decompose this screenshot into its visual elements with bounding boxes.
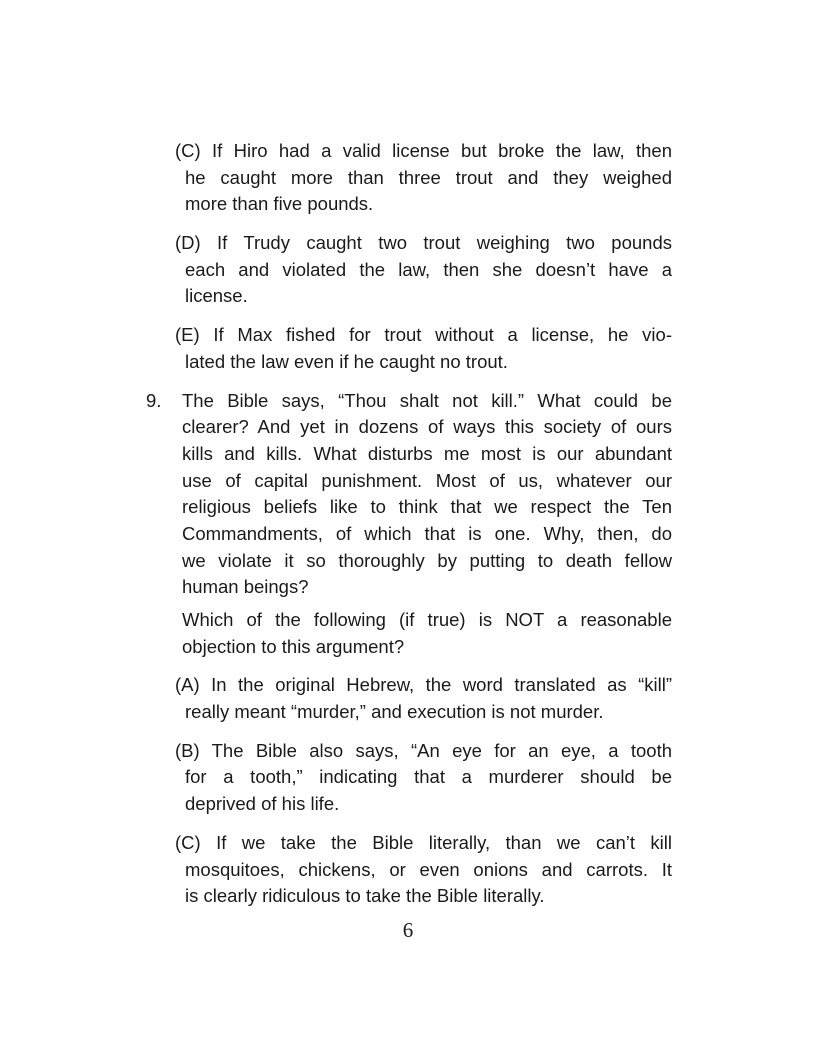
text-line: clearer? And yet in dozens of ways this society of ours [182, 416, 672, 438]
page-number: 6 [402, 918, 414, 942]
text-line: religious beliefs like to think that we respect the Ten [182, 496, 672, 518]
text-line: (A) In the original Hebrew, the word translated as “kill” [175, 674, 672, 696]
answer-option-b-q9 [175, 738, 672, 818]
text-line: lated the law even if he caught no trout. [185, 350, 508, 372]
text-line: is clearly ridiculous to take the Bible literally. [185, 885, 545, 907]
text-line: (E) If Max fished for trout without a license, he vio- [175, 324, 672, 346]
text-line: mosquitoes, chickens, or even onions and carrots. It [185, 858, 672, 880]
page-content [146, 138, 672, 922]
text-line: each and violated the law, then she doesn’t have a [185, 258, 672, 280]
text-line: deprived of his life. [185, 793, 340, 815]
text-line: use of capital punishment. Most of us, whatever our [182, 469, 672, 491]
text-line: (B) The Bible also says, “An eye for an eye, a tooth [175, 739, 672, 761]
question-9-prompt [182, 607, 672, 660]
answer-option-e-q8 [175, 322, 672, 375]
question-9-stem [146, 388, 672, 602]
text-line: we violate it so thoroughly by putting to death fellow [182, 549, 672, 571]
text-line: objection to this argument? [182, 635, 405, 657]
text-line: The Bible says, “Thou shalt not kill.” What could be [182, 389, 672, 411]
text-line: more than five pounds. [185, 193, 374, 215]
text-line: Commandments, of which that is one. Why, then, do [182, 522, 672, 544]
answer-option-a-q9 [175, 672, 672, 725]
text-blocks [146, 138, 672, 910]
answer-option-c-q8 [175, 138, 672, 218]
text-line: Which of the following (if true) is NOT a reasonable [182, 609, 672, 630]
question-number: 9. [146, 389, 162, 411]
text-line: he caught more than three trout and they weighed [185, 166, 672, 188]
text-line: for a tooth,” indicating that a murderer should be [185, 766, 672, 788]
text-line: (C) If Hiro had a valid license but broke the law, then [175, 140, 672, 161]
text-line: (C) If we take the Bible literally, than we can’t kill [175, 831, 672, 853]
text-line: kills and kills. What disturbs me most is our abundant [182, 442, 672, 464]
answer-option-d-q8 [175, 230, 672, 310]
text-line: really meant “murder,” and execution is not murder. [185, 701, 604, 723]
answer-option-c-q9 [175, 830, 672, 910]
text-line: human beings? [182, 576, 309, 598]
text-line: (D) If Trudy caught two trout weighing two pounds [175, 232, 672, 254]
text-line: license. [185, 285, 248, 307]
